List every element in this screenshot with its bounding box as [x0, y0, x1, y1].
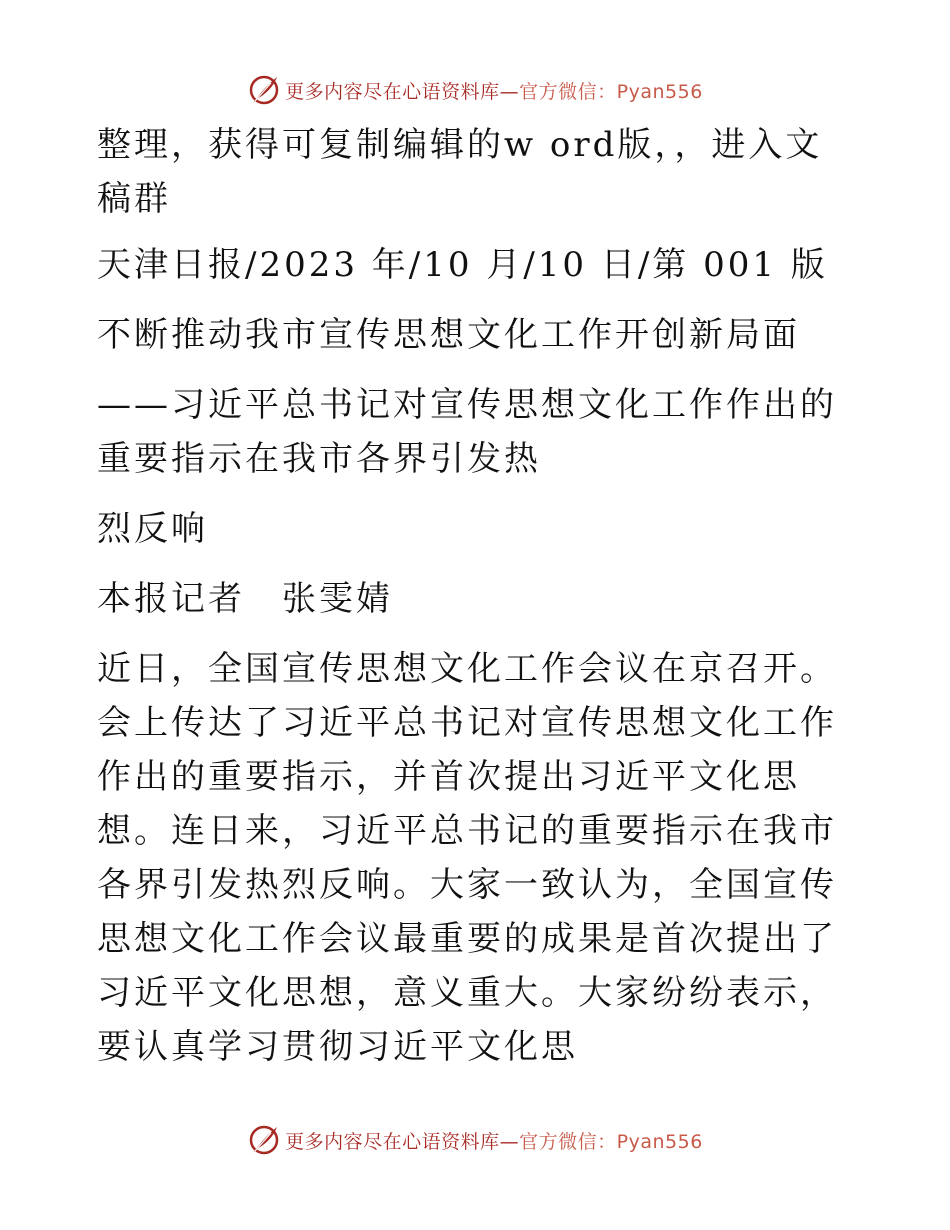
article-title: 不断推动我市宣传思想文化工作开创新局面 [97, 315, 800, 355]
watermark-text: 更多内容尽在心语资料库— [285, 1130, 520, 1153]
header-watermark [0, 70, 950, 110]
watermark-wechat: 官方微信：Pyan556 [519, 1130, 703, 1153]
footer-watermark [0, 1120, 950, 1160]
watermark-wechat: 官方微信：Pyan556 [519, 80, 703, 103]
byline: 本报记者 张雯婧 [97, 579, 393, 619]
feather-pen-logo-icon [247, 73, 281, 107]
article-subtitle: ——习近平总书记对宣传思想文化工作作出的重要指示在我市各界引发热 [97, 385, 837, 479]
source-line: 天津日报/2023 年/10 月/10 日/第 001 版 [97, 245, 828, 285]
article-subtitle-cont: 烈反响 [97, 509, 208, 549]
feather-pen-logo-icon [247, 1123, 281, 1157]
document-body [97, 118, 857, 1090]
watermark-text: 更多内容尽在心语资料库— [285, 80, 520, 103]
body-paragraph: 近日，全国宣传思想文化工作会议在京召开。会上传达了习近平总书记对宣传思想文化工作作出的重要指示，并首次提出习近平文化思想。连日来，习近平总书记的重要指示在我市各界引发热烈反响。大家一致认为，全国宣传思想文化工作会议最重要的成果是首次提出了习近平文化思想，意义重大。大家纷纷表示，要认真学习贯彻习近平文化思 [97, 649, 837, 1067]
intro-line: 整理，获得可复制编辑的w ord版，，进入文稿群 [97, 125, 823, 219]
